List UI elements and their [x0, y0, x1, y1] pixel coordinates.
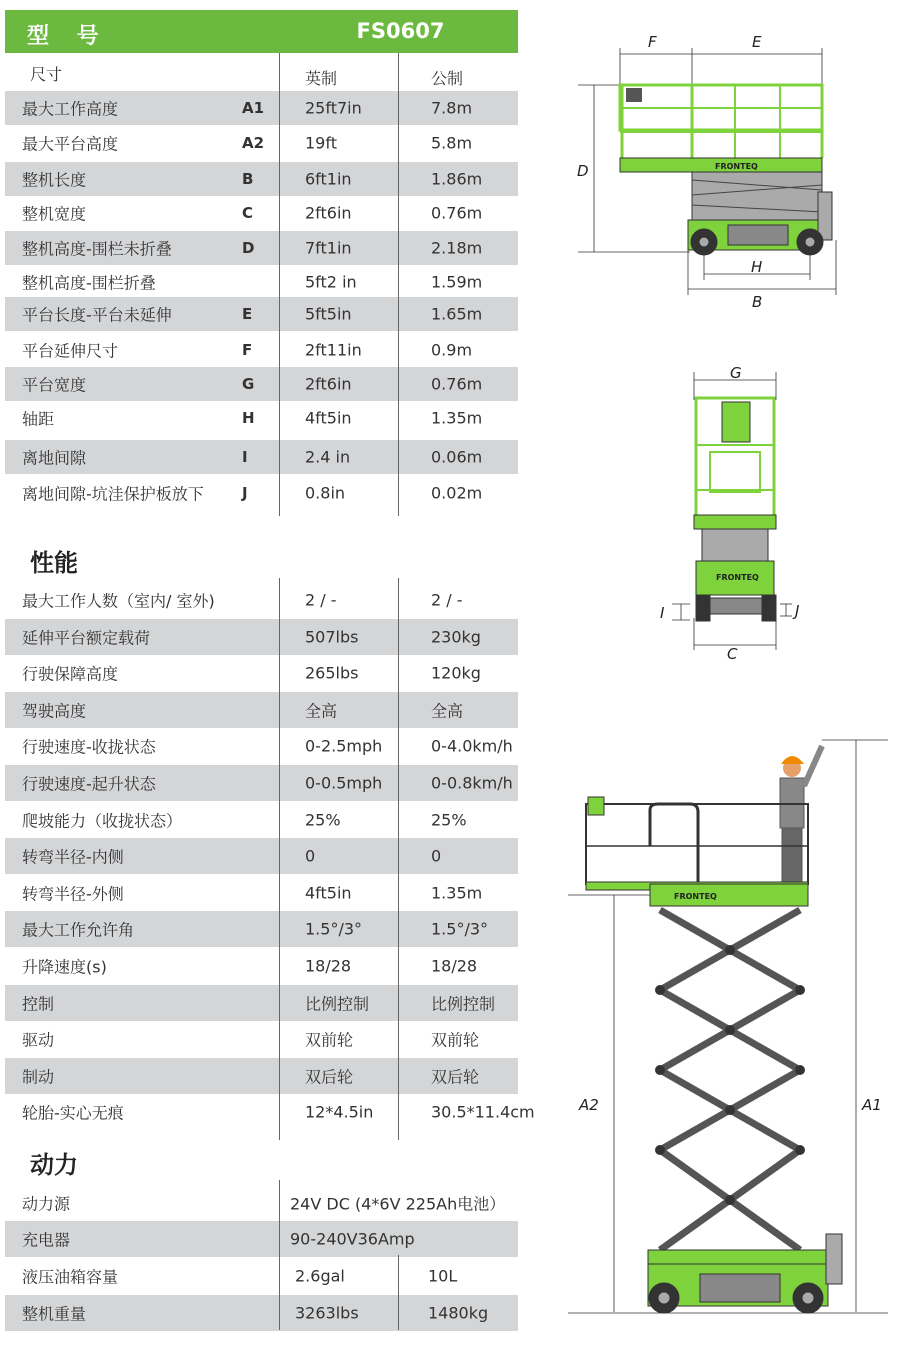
row-label: 整机宽度 [22, 204, 87, 224]
row-label: 爬坡能力（收拢状态） [22, 811, 183, 831]
model-label: 型 号 [27, 24, 109, 49]
row-code: A2 [242, 134, 265, 152]
row-label: 轴距 [22, 409, 55, 429]
row-metric: 0-4.0km/h [431, 736, 513, 756]
row-imperial: 6ft1in [305, 169, 352, 189]
dim-g-label: G [730, 364, 742, 382]
row-imperial: 2ft6in [305, 374, 352, 394]
row-label: 整机长度 [22, 170, 87, 190]
row-imperial: 25ft7in [305, 98, 362, 118]
row-code: G [242, 375, 255, 393]
row-imperial: 19ft [305, 133, 337, 153]
row-metric: 比例控制 [431, 994, 496, 1014]
row-code: E [242, 305, 253, 323]
row-code: D [242, 239, 255, 257]
row-metric: 18/28 [431, 956, 478, 976]
row-imperial: 0-2.5mph [305, 736, 383, 756]
row-label: 平台延伸尺寸 [22, 341, 119, 361]
row-code: B [242, 170, 254, 188]
row-imperial: 2.6gal [295, 1266, 345, 1286]
row-metric: 230kg [431, 627, 481, 647]
row-imperial: 265lbs [305, 663, 359, 683]
row-label: 离地间隙 [22, 448, 87, 468]
row-label: 轮胎-实心无痕 [22, 1103, 124, 1123]
row-code: I [242, 448, 248, 466]
row-imperial: 25% [305, 810, 341, 830]
row-label: 液压油箱容量 [22, 1267, 119, 1287]
row-label: 整机高度-围栏未折叠 [22, 239, 172, 259]
row-label: 整机重量 [22, 1304, 87, 1324]
row-imperial: 2ft6in [305, 203, 352, 223]
brand-text-side: FRONTEQ [715, 162, 758, 171]
row-metric: 0.02m [431, 483, 483, 503]
raised-view-diagram [568, 740, 888, 1313]
dim-e-label: E [752, 33, 762, 51]
row-label: 行驶速度-起升状态 [22, 774, 156, 794]
row-metric: 10L [428, 1266, 458, 1286]
row-imperial: 双前轮 [305, 1030, 354, 1050]
row-imperial: 90-240V36Amp [290, 1229, 415, 1249]
power-title: 动力 [30, 1151, 78, 1179]
row-label: 最大工作人数（室内/ 室外) [22, 591, 215, 611]
row-label: 延伸平台额定载荷 [22, 628, 151, 648]
row-label: 转弯半径-内侧 [22, 847, 124, 867]
side-view-diagram [578, 48, 836, 295]
row-imperial: 5ft5in [305, 304, 352, 324]
row-label: 驾驶高度 [22, 701, 87, 721]
row-metric: 双后轮 [431, 1067, 480, 1087]
row-code: J [242, 484, 248, 502]
row-metric: 1.86m [431, 169, 483, 189]
row-label: 平台宽度 [22, 375, 87, 395]
row-label: 控制 [22, 994, 55, 1014]
row-imperial: 18/28 [305, 956, 352, 976]
row-metric: 0.76m [431, 374, 483, 394]
dim-a1-label: A1 [862, 1096, 882, 1114]
row-metric: 1.35m [431, 883, 483, 903]
row-imperial: 比例控制 [305, 994, 370, 1014]
row-label: 行驶速度-收拢状态 [22, 737, 156, 757]
row-label: 平台长度-平台未延伸 [22, 305, 172, 325]
row-label: 最大工作允许角 [22, 920, 135, 940]
row-metric: 25% [431, 810, 467, 830]
row-imperial: 2ft11in [305, 340, 362, 360]
row-metric: 1.35m [431, 408, 483, 428]
dim-b-label: B [752, 293, 763, 311]
dim-j-label: J [795, 602, 800, 620]
dim-h-label: H [751, 258, 763, 276]
row-imperial: 全高 [305, 701, 338, 721]
row-metric: 2.18m [431, 238, 483, 258]
size-label: 尺寸 [30, 65, 63, 84]
row-metric: 7.8m [431, 98, 473, 118]
row-imperial: 2 / - [305, 590, 337, 610]
row-label: 最大工作高度 [22, 99, 119, 119]
row-label: 驱动 [22, 1030, 55, 1050]
row-imperial: 2.4 in [305, 447, 351, 467]
row-metric: 双前轮 [431, 1030, 480, 1050]
row-code: C [242, 204, 254, 222]
brand-text-front: FRONTEQ [716, 573, 759, 582]
front-view-diagram [672, 372, 792, 650]
row-imperial: 3263lbs [295, 1303, 359, 1323]
row-label: 动力源 [22, 1194, 71, 1214]
row-metric: 1.59m [431, 272, 483, 292]
row-metric: 0.06m [431, 447, 483, 467]
row-metric: 全高 [431, 701, 464, 721]
row-imperial: 7ft1in [305, 238, 352, 258]
imperial-label: 英制 [305, 69, 338, 88]
row-imperial: 1.5°/3° [305, 919, 363, 939]
row-imperial: 12*4.5in [305, 1102, 374, 1122]
model-name: FS0607 [356, 19, 445, 43]
dim-c-label: C [727, 645, 738, 663]
row-metric: 0 [431, 846, 442, 866]
row-label: 升降速度(s) [22, 957, 107, 977]
row-imperial: 5ft2 in [305, 272, 357, 292]
row-code: H [242, 409, 255, 427]
row-label: 行驶保障高度 [22, 664, 119, 684]
row-code: A1 [242, 99, 265, 117]
row-metric: 1.5°/3° [431, 919, 489, 939]
row-label: 转弯半径-外侧 [22, 884, 124, 904]
performance-title: 性能 [30, 549, 78, 577]
dim-d-label: D [577, 162, 589, 180]
row-metric: 2 / - [431, 590, 463, 610]
row-imperial: 4ft5in [305, 408, 352, 428]
row-imperial: 4ft5in [305, 883, 352, 903]
row-metric: 1480kg [428, 1303, 489, 1323]
row-metric: 0-0.8km/h [431, 773, 513, 793]
row-metric: 5.8m [431, 133, 473, 153]
row-imperial: 24V DC (4*6V 225Ah电池） [290, 1194, 506, 1214]
dim-i-label: I [660, 604, 665, 622]
row-imperial: 507lbs [305, 627, 359, 647]
brand-text-raised: FRONTEQ [674, 892, 717, 901]
row-label: 整机高度-围栏折叠 [22, 273, 156, 293]
row-imperial: 双后轮 [305, 1067, 354, 1087]
row-imperial: 0.8in [305, 483, 346, 503]
row-metric: 0.76m [431, 203, 483, 223]
row-metric: 30.5*11.4cm [431, 1102, 535, 1122]
row-metric: 120kg [431, 663, 481, 683]
row-metric: 1.65m [431, 304, 483, 324]
row-imperial: 0-0.5mph [305, 773, 383, 793]
metric-label: 公制 [431, 69, 464, 88]
row-label: 制动 [22, 1067, 55, 1087]
row-metric: 0.9m [431, 340, 473, 360]
row-label: 最大平台高度 [22, 134, 119, 154]
row-label: 充电器 [22, 1230, 71, 1250]
row-label: 离地间隙-坑洼保护板放下 [22, 484, 204, 504]
dim-a2-label: A2 [579, 1096, 599, 1114]
dim-f-label: F [648, 33, 657, 51]
row-imperial: 0 [305, 846, 316, 866]
row-code: F [242, 341, 253, 359]
